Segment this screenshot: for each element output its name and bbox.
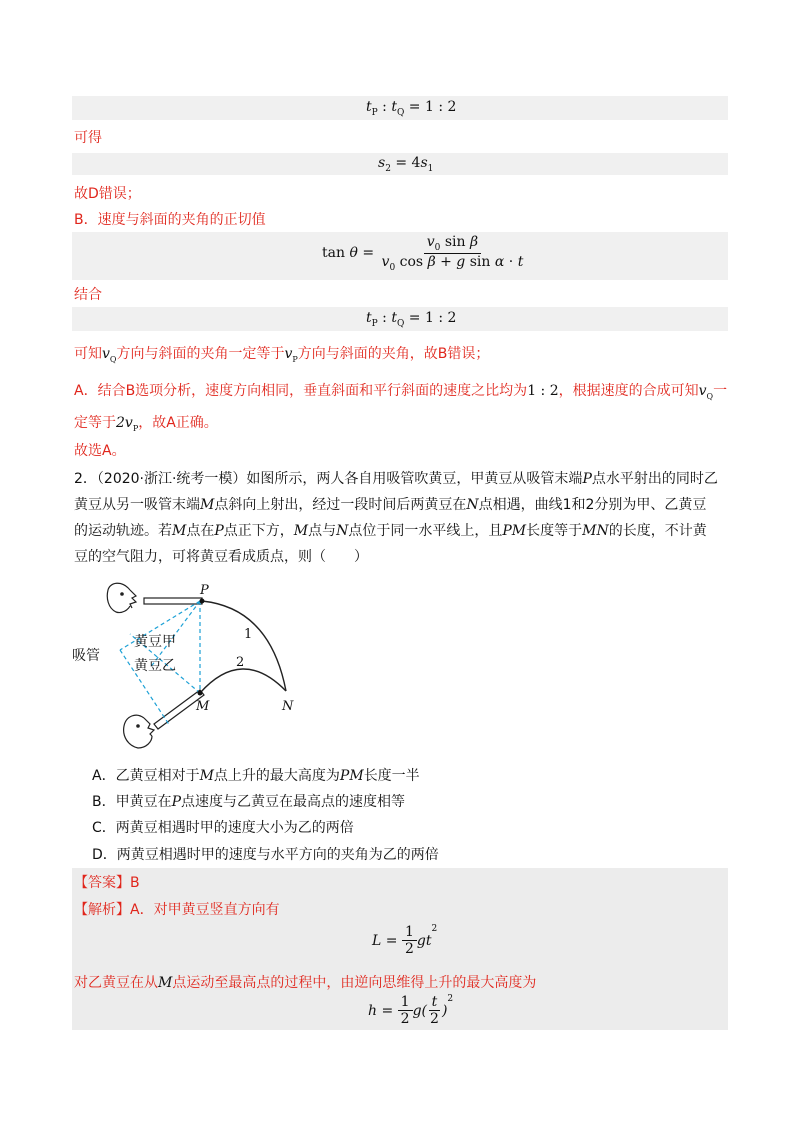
label-m: M bbox=[196, 699, 210, 714]
label-xiguan: 吸管 bbox=[72, 648, 100, 664]
question-line-2: 黄豆从另一吸管末端M点斜向上射出，经过一段时间后两黄豆在N点相遇，曲线1和2分别为甲、乙黄豆 bbox=[74, 497, 707, 513]
equation-tp-tq: $t_P$ : $t_Q = 1$ : 2 bbox=[366, 99, 457, 118]
upper-face-icon bbox=[107, 583, 136, 612]
equation-tp-tq-2: $t_P$ : $t_Q = 1$ : 2 bbox=[366, 310, 457, 329]
text-b-intro: B．速度与斜面的夹角的正切值 bbox=[74, 212, 266, 228]
equation-tan: tan θ = $\frac{v_0 \sin \beta}{v_0 \cos \beta + g \sin \alpha \cdot t}$ bbox=[322, 234, 524, 273]
straw-bean-figure bbox=[70, 578, 310, 754]
text-kezhi: 可知$v_Q$方向与斜面的夹角一定等于$v_P$方向与斜面的夹角，故B错误； bbox=[74, 346, 490, 364]
text-kede: 可得 bbox=[74, 130, 102, 146]
point-m bbox=[198, 691, 203, 696]
question-line-3: 的运动轨迹。若M点在P点正下方，M点与N点位于同一水平线上，且PM长度等于MN的长度，不计黄 bbox=[74, 523, 707, 539]
question-line-4: 豆的空气阻力，可将黄豆看成质点，则（ ） bbox=[74, 549, 368, 565]
equation-s2: $s_2 = 4s_1$ bbox=[378, 155, 434, 174]
label-jia: 黄豆甲 bbox=[134, 634, 176, 650]
yi-analysis-line: 对乙黄豆在从M点运动至最高点的过程中，由逆向思维得上升的最大高度为 bbox=[74, 975, 537, 991]
trajectory-1 bbox=[202, 601, 286, 691]
lower-face-icon bbox=[124, 715, 154, 748]
option-a[interactable]: A．乙黄豆相对于M点上升的最大高度为PM长度一半 bbox=[92, 768, 420, 784]
point-p bbox=[200, 599, 205, 604]
text-jiehe: 结合 bbox=[74, 287, 102, 303]
label-p: P bbox=[200, 583, 209, 598]
analysis-line: 【解析】A．对甲黄豆竖直方向有 bbox=[74, 902, 280, 918]
answer-line: 【答案】B bbox=[74, 875, 140, 891]
trajectory-2 bbox=[200, 669, 286, 693]
upper-straw bbox=[144, 598, 202, 604]
text-gu-d: 故D错误； bbox=[74, 186, 141, 202]
label-n: N bbox=[282, 699, 294, 714]
option-c[interactable]: C．两黄豆相遇时甲的速度大小为乙的两倍 bbox=[92, 820, 354, 836]
question-line-1: 2．（2020·浙江·统考一模）如图所示，两人各自用吸管吹黄豆，甲黄豆从吸管末端P点水平射出的同时乙 bbox=[74, 471, 718, 487]
label-yi: 黄豆乙 bbox=[134, 658, 176, 674]
text-guxuan: 故选A。 bbox=[74, 443, 126, 459]
equation-h: h = $\frac{1}{2}$ g( $\frac{t}{2}$ ) $^2$ bbox=[368, 994, 454, 1027]
text-a-line1: A．结合B选项分析，速度方向相同，垂直斜面和平行斜面的速度之比均为1 : 2，根据速度的合成可知$v_Q$一 bbox=[74, 383, 728, 401]
equation-l: L = $\frac{1}{2}$ gt $^2$ bbox=[372, 924, 438, 957]
label-1: 1 bbox=[244, 627, 253, 642]
option-b[interactable]: B．甲黄豆在P点速度与乙黄豆在最高点的速度相等 bbox=[92, 794, 406, 810]
option-d[interactable]: D．两黄豆相遇时甲的速度与水平方向的夹角为乙的两倍 bbox=[92, 847, 439, 863]
label-2: 2 bbox=[236, 655, 245, 670]
text-a-line2: 定等于$2v_P$，故A正确。 bbox=[74, 415, 218, 433]
